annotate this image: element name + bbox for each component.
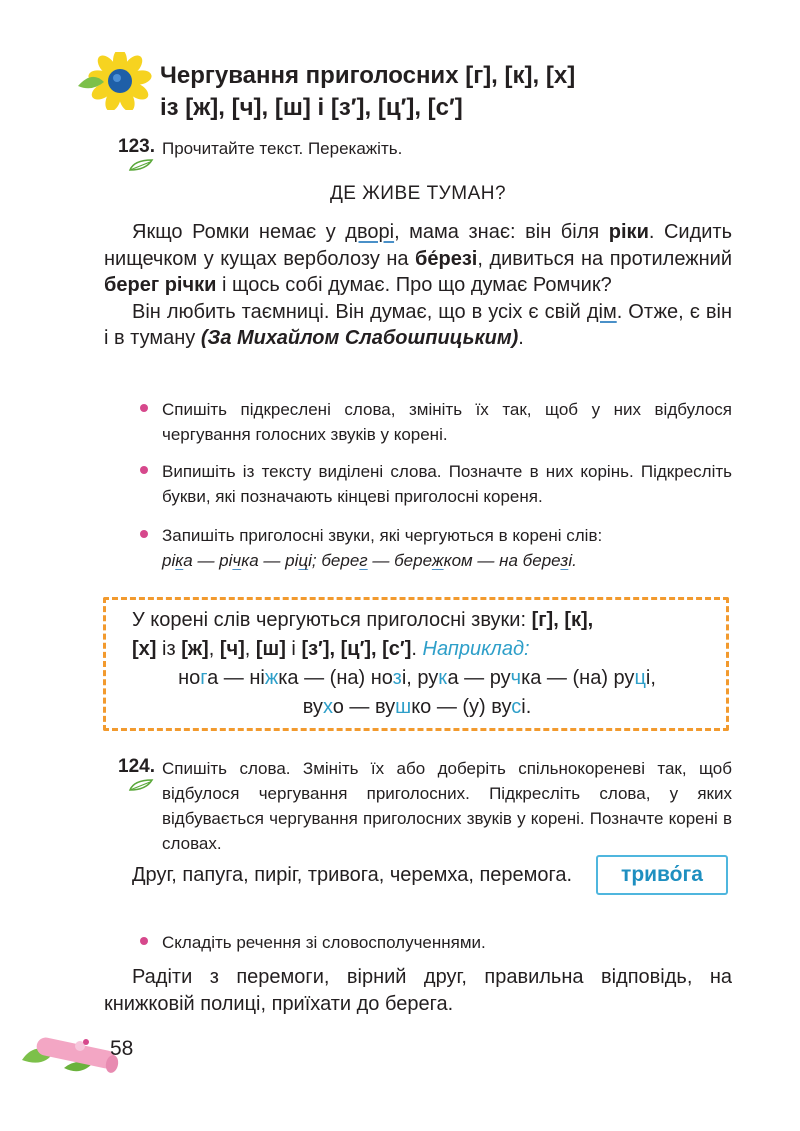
exercise-124-phrases: Радіти з перемоги, вірний друг, правильна відповідь, на книжковій полиці, приїхати до берега.: [104, 966, 732, 1015]
task-3-word-segment: ка — рі: [241, 551, 299, 570]
rule-example-segment: о — ву: [332, 696, 396, 718]
rule-example-segment: но: [178, 667, 201, 689]
rule-example-segment: ка — (на) но: [278, 667, 393, 689]
paragraph-1-segment: бе́резі: [415, 247, 478, 270]
exercise-124-instruction: Спишіть слова. Змініть їх або доберіть спільнокореневі так, щоб відбулося чергування приголосних. Підкресліть слова, у яких відбувається чергування приголосних звуків у корені. Позначте корені в словах.: [162, 759, 732, 853]
exercise-124-words: Друг, папуга, пиріг, тривога, черемха, перемога.: [132, 864, 573, 886]
task-3-word-segment: к: [175, 551, 184, 570]
rule-example-segment: к: [438, 667, 448, 689]
rule-example-segment: з: [392, 667, 402, 689]
paragraph-1-segment: дворі: [345, 221, 395, 243]
paragraph-1-segment: берег річки: [104, 274, 217, 296]
rule-line-1: [132, 606, 702, 635]
rule-sound-h: [х]: [132, 638, 157, 660]
task-3-word-segment: — бере: [367, 551, 432, 570]
rule-example-segment: с: [511, 696, 522, 718]
paragraph-2-segment: (За Михайлом Слабошпицьким): [200, 327, 519, 349]
task-3-word-segment: з: [560, 551, 569, 570]
bullet-icon: [140, 404, 148, 412]
text-heading: ДЕ ЖИВЕ ТУМАН?: [329, 183, 507, 204]
rule-text-i: і: [285, 638, 302, 660]
paragraph-1-segment: , мама знає: він біля: [394, 221, 609, 243]
paragraph-1-segment: Якщо Ромки немає у: [132, 221, 346, 243]
task-3-word-segment: ком — на бере: [443, 551, 561, 570]
task-3-word-segment: а — рі: [183, 551, 233, 570]
leaf-icon: [128, 778, 156, 792]
rule-comma-1: ,: [208, 638, 220, 660]
task-3-word-segment: ц: [298, 551, 309, 570]
lesson-title-line2: із [ж], [ч], [ш] і [з′], [ц′], [с′]: [160, 94, 463, 121]
bullet-icon: [140, 530, 148, 538]
lesson-title-line1: Чергування приголосних [г], [к], [х]: [160, 62, 576, 89]
rule-example-segment: а — ні: [207, 667, 265, 689]
leaf-icon: [128, 158, 156, 172]
paragraph-1-segment: ріки: [608, 221, 649, 243]
task-3-words: [162, 548, 732, 573]
exercise-124-number: 124.: [118, 756, 155, 777]
rule-example-segment: ву: [302, 696, 323, 718]
paragraph-2-segment: .: [518, 327, 524, 349]
task-3-word-segment: г: [359, 551, 368, 570]
exercise-123-number: 123.: [118, 136, 155, 157]
rule-example-segment: ч: [510, 667, 522, 689]
task-3-word-segment: і.: [568, 551, 577, 570]
rule-example-segment: ц: [634, 667, 646, 689]
rule-example-segment: і, ру: [401, 667, 439, 689]
bullet-icon: [140, 937, 148, 945]
exercise-123-instruction: Прочитайте текст. Перекажіть.: [162, 139, 403, 158]
rule-sound-sh: [ш]: [255, 638, 286, 660]
paragraph-1-segment: і щось собі думає. Про що думає Ромчик?: [216, 274, 612, 296]
paragraph-1-segment: . Сидить нищечком у кущах верболозу на: [104, 221, 733, 270]
rule-example-segment: х: [322, 696, 333, 718]
paragraph-2-segment: дім: [586, 300, 617, 323]
rule-sound-zh: [ж]: [181, 638, 209, 660]
rule-example-segment: г: [200, 667, 208, 689]
rule-example-segment: і.: [521, 696, 532, 718]
bullet-icon: [140, 466, 148, 474]
paragraph-2-segment: Він любить таємниці. Він думає, що в усіх є свій: [132, 300, 587, 323]
rule-sound-ch: [ч]: [219, 638, 245, 660]
rule-example-segment: ко — (у) ву: [411, 696, 512, 718]
rule-example-segment: ш: [395, 696, 412, 718]
task-3-text: Запишіть приголосні звуки, які чергуються в корені слів:: [162, 526, 603, 545]
task-2: Випишіть із тексту виділені слова. Позначте в них корінь. Підкресліть букви, які позначають кінцеві приголосні кореня.: [162, 462, 732, 506]
rule-line-2: [132, 635, 702, 664]
reading-text: [104, 219, 732, 352]
reading-paragraph-2: [104, 299, 732, 352]
paragraph-1-segment: , дивиться на протилежний: [477, 247, 733, 270]
rule-example-segment: ка — (на) ру: [521, 667, 635, 689]
rule-example-segment: а — ру: [447, 667, 511, 689]
task-3-word-segment: ж: [431, 551, 444, 570]
task-4: Складіть речення зі словосполученнями.: [162, 933, 486, 952]
task-1: Спишіть підкреслені слова, змініть їх так, щоб у них відбулося чергування голосних звуків у корені.: [162, 400, 732, 444]
rule-example-segment: і,: [645, 667, 656, 689]
rule-text-iz: із: [156, 638, 182, 660]
page-number: 58: [110, 1037, 134, 1060]
scroll-flower-decoration-icon: [14, 1024, 124, 1080]
rule-example-segment: ж: [264, 667, 279, 689]
task-3-word-segment: рі: [162, 551, 176, 570]
rule-text: [132, 606, 702, 722]
paragraph-2-segment: . Отже, є він і в туману: [104, 300, 733, 349]
rule-example-line-1: [132, 664, 702, 693]
rule-period: .: [411, 638, 423, 660]
vocabulary-word-box: триво́га: [596, 855, 728, 895]
example-label: Наприклад:: [422, 638, 530, 660]
rule-comma-2: ,: [244, 638, 256, 660]
task-3-word-segment: ч: [232, 551, 242, 570]
rule-line-1-text: У корені слів чергуються приголосні звуки:: [132, 609, 532, 631]
task-3: [162, 523, 732, 573]
rule-sounds-soft: [з′], [ц′], [с′]: [301, 638, 412, 660]
sunflower-icon: [74, 52, 154, 110]
task-3-word-segment: і; бере: [308, 551, 360, 570]
rule-sounds-1: [г], [к],: [531, 609, 594, 631]
reading-paragraph-1: [104, 219, 732, 299]
rule-example-line-2: [132, 693, 702, 722]
lesson-title: [160, 60, 760, 124]
